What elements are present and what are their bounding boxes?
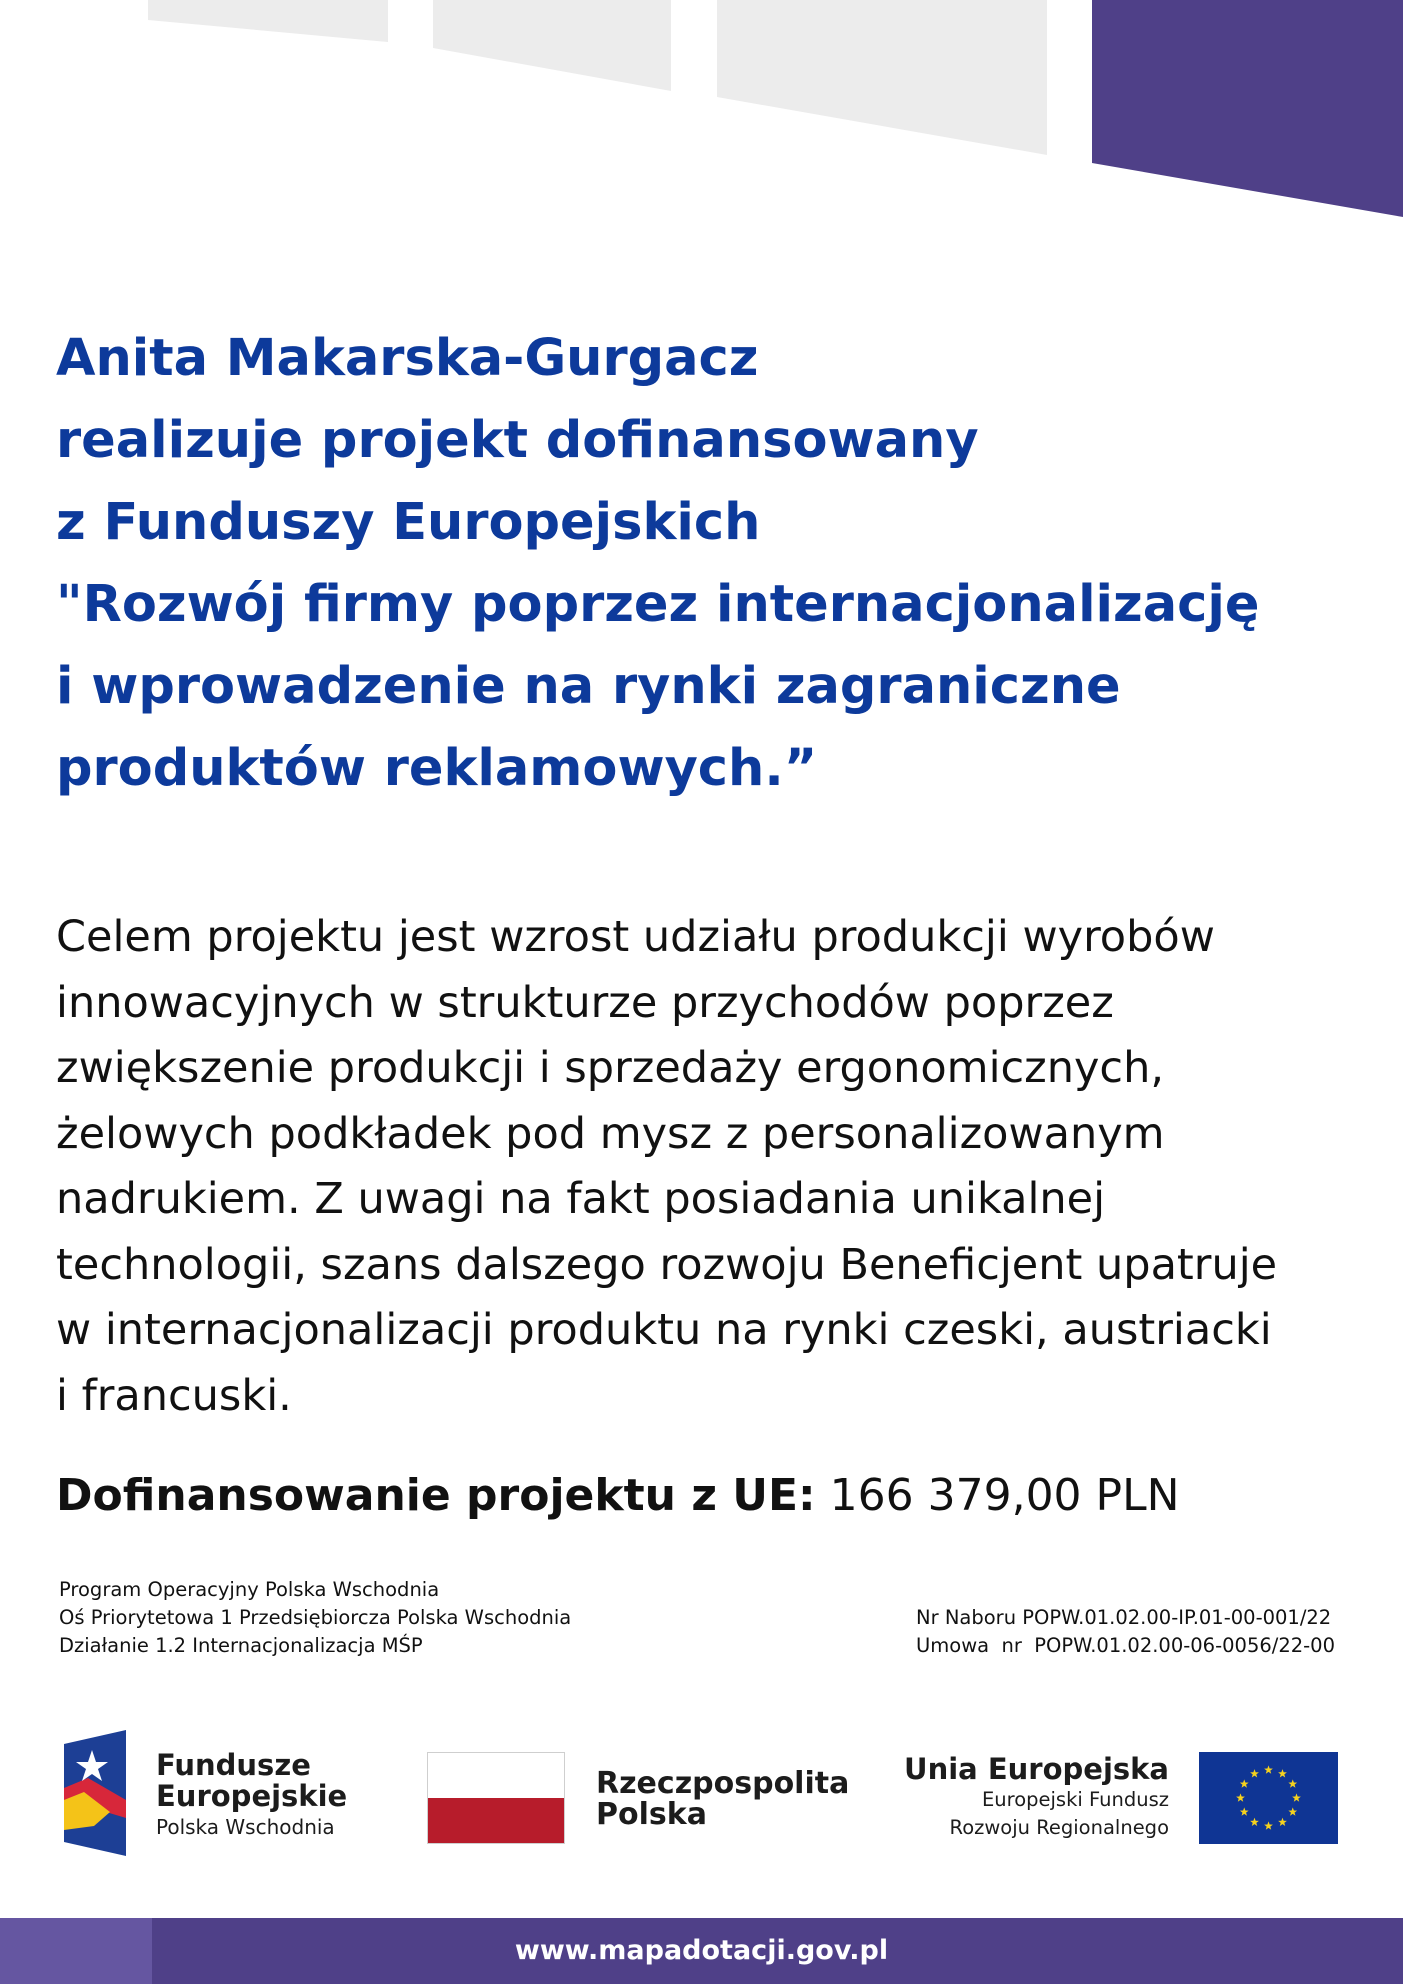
project-title (56, 318, 1376, 810)
contract-line: Umowa nr POPW.01.02.00-06-0056/22-00 (916, 1634, 1335, 1657)
program-line: Działanie 1.2 Internacjonalizacja MŚP (59, 1634, 423, 1657)
description-line: technologii, szans dalszego rozwoju Beneficjent upatruje (56, 1239, 1278, 1290)
rp-logo-line1: Rzeczpospolita (596, 1766, 850, 1801)
ue-logo-line3: Rozwoju Regionalnego (949, 1816, 1169, 1839)
fe-logo-line1: Fundusze (156, 1748, 311, 1782)
title-line: "Rozwój firmy poprzez internacjonalizację (56, 575, 1260, 634)
ue-logo-line1: Unia Europejska (904, 1752, 1169, 1786)
eu-star (1250, 1769, 1259, 1777)
header-gray-shape-2 (433, 0, 671, 91)
funding-amount (56, 1466, 1180, 1526)
ue-logo-line2: Europejski Fundusz (981, 1788, 1169, 1811)
eu-star (1240, 1807, 1249, 1815)
eu-star (1264, 1765, 1273, 1773)
footer-bar (0, 1918, 1403, 1984)
eu-star (1240, 1779, 1249, 1787)
unia-europejska-logo (904, 1752, 1169, 1842)
footer-url: www.mapadotacji.gov.pl (514, 1935, 889, 1966)
fundusze-europejskie-logo (64, 1730, 364, 1858)
title-line: i wprowadzenie na rynki zagraniczne (56, 657, 1121, 716)
contract-line: Nr Naboru POPW.01.02.00-IP.01-00-001/22 (916, 1606, 1332, 1629)
fe-logo-line2: Europejskie (156, 1779, 348, 1813)
title-line: Anita Makarska-Gurgacz (56, 329, 759, 388)
title-line: realizuje projekt dofinansowany (56, 411, 979, 470)
description-line: zwiększenie produkcji i sprzedaży ergonomicznych, (56, 1043, 1164, 1093)
description-line: nadrukiem. Z uwagi na fakt posiadania unikalnej (56, 1174, 1106, 1224)
program-info (59, 1576, 571, 1660)
header-gray-shape-3 (717, 0, 1047, 155)
description-line: innowacyjnych w strukturze przychodów poprzez (56, 977, 1114, 1028)
funding-value: 166 379,00 PLN (829, 1470, 1180, 1521)
contract-info (916, 1604, 1335, 1660)
header-gray-shape-1 (148, 0, 388, 42)
description-line: w internacjonalizacji produktu na rynki czeski, austriacki (56, 1305, 1272, 1355)
description-line: i francuski. (56, 1370, 292, 1421)
description-line: Celem projektu jest wzrost udziału produkcji wyrobów (56, 912, 1215, 962)
title-line: produktów reklamowych.” (56, 739, 818, 798)
fundusze-europejskie-icon (64, 1730, 128, 1858)
rzeczpospolita-polska-logo (596, 1768, 849, 1830)
project-description (56, 905, 1376, 1429)
fe-logo-line3: Polska Wschodnia (156, 1815, 335, 1839)
eu-star (1236, 1793, 1245, 1801)
program-line: Program Operacyjny Polska Wschodnia (59, 1578, 440, 1601)
title-line: z Funduszy Europejskich (56, 493, 761, 552)
eu-star (1288, 1779, 1297, 1787)
rp-logo-line2: Polska (596, 1797, 707, 1832)
eu-flag-icon (1199, 1752, 1338, 1844)
description-line: żelowych podkładek pod mysz z personalizowanym (56, 1108, 1165, 1159)
eu-star (1278, 1818, 1287, 1826)
eu-star (1250, 1818, 1259, 1826)
eu-star (1278, 1769, 1287, 1777)
polish-flag-icon (427, 1752, 565, 1844)
program-line: Oś Priorytetowa 1 Przedsiębiorcza Polska Wschodnia (59, 1606, 572, 1629)
eu-star (1264, 1821, 1273, 1829)
eu-stars-icon (1199, 1752, 1338, 1844)
eu-star (1292, 1793, 1301, 1801)
header-purple-shape (1092, 0, 1403, 217)
eu-star (1288, 1807, 1297, 1815)
funding-label: Dofinansowanie projektu z UE: (56, 1470, 816, 1521)
header-decoration (0, 0, 1403, 230)
